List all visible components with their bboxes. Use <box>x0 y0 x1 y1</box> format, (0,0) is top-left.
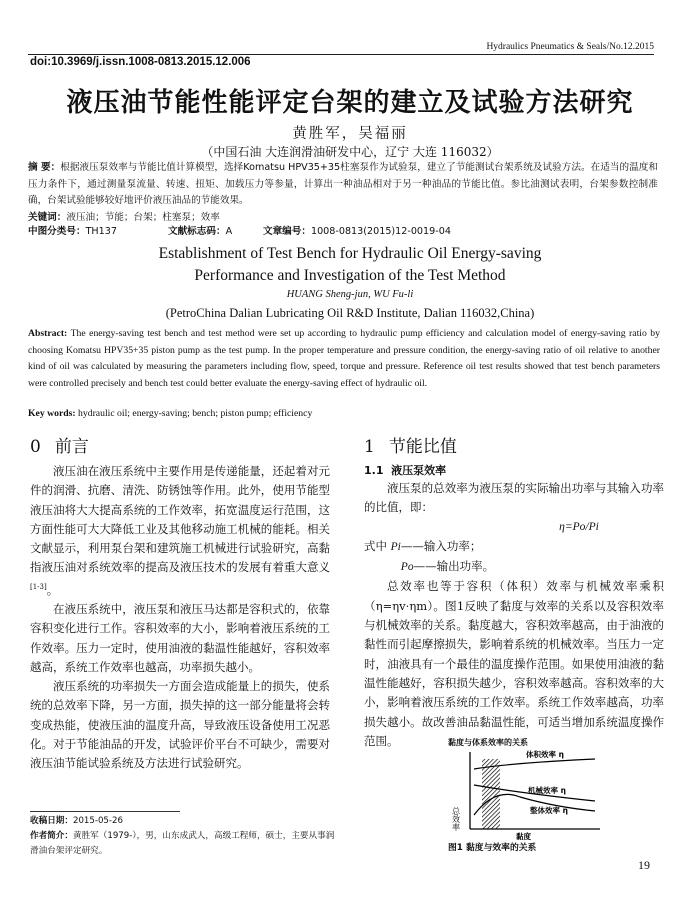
section-0-title: 前言 <box>54 437 89 457</box>
article-no-value: 1008-0813(2015)12-0019-04 <box>310 226 451 237</box>
author-bio-label: 作者简介： <box>30 831 73 841</box>
right-column <box>364 434 664 751</box>
page-number: 19 <box>638 858 650 872</box>
label-volume-efficiency: 体积效率 η <box>526 750 564 759</box>
cn-abstract-label: 摘 要： <box>28 162 61 173</box>
en-authors: HUANG Sheng-jun, WU Fu-li <box>286 289 414 300</box>
en-title-line2: Performance and Investigation of the Test Method <box>194 267 506 284</box>
class-label: 中图分类号： <box>28 226 86 237</box>
cn-affiliation: （中国石油 大连润滑油研发中心，辽宁 大连 116032） <box>201 145 499 159</box>
section-0-p1-text: 液压油在液压系统中主要作用是传递能量，还起着对元件的润滑、抗磨、清洗、防锈蚀等作用。此外，使用节能型液压油将大大提高系统的工作效率，拓宽温度运行范围，这方面性能可大大降低工业及其他移动施工机械的能耗。相关文献显示，利用泵台架和建筑施工机械进行试验研究，高黏指液压油对系统效率的提高及液压技术的发展有着重大意义 <box>30 464 330 575</box>
section-0-paragraph-3: 液压系统的功率损失一方面会造成能量上的损失，使系统的总效率下降，另一方面，损失掉的这一部分能量将会转变成热能，使液压油的温度升高，导致液压设备使用工况恶化。对于节能油品的开发，试验评价平台不可缺少，需要对液压油节能试验系统及方法进行试验研究。 <box>30 679 330 771</box>
subsection-number: 1.1 <box>364 464 384 477</box>
efficiency-formula: η=Po/Pi <box>559 520 599 533</box>
section-0-number: 0 <box>30 437 41 457</box>
figure-ylabel: 总效率 <box>451 807 461 831</box>
cn-abstract <box>28 160 658 210</box>
cn-keywords-label: 关键词： <box>28 212 67 223</box>
section-0-heading <box>30 434 330 460</box>
section-0-paragraph-1 <box>30 462 330 600</box>
cn-authors: 黄胜军，吴福丽 <box>292 126 408 142</box>
definition-prefix: 式中 <box>364 538 387 553</box>
doi: doi:10.3969/j.issn.1008-0813.2015.12.006 <box>30 56 251 68</box>
received-value: 2015-05-26 <box>72 816 123 826</box>
subsection-1-1-heading <box>364 462 664 479</box>
section-0-p1-end: 。 <box>46 582 59 597</box>
cn-keywords-text: 液压油；节能；台架；柱塞泵；效率 <box>66 212 220 223</box>
en-abstract-label: Abstract: <box>28 328 68 339</box>
en-keywords-label: Key words: <box>28 408 76 419</box>
section-1-paragraph-1: 液压泵的总效率为液压泵的实际输出功率与其输入功率的比值，即： <box>364 481 664 515</box>
figure-1-diagram <box>430 737 610 847</box>
cn-abstract-text: 根据液压泵效率与节能比值计算模型，选择Komatsu HPV35+35柱塞泵作为试验泵，建立了节能测试台架系统及试验方法。在适当的温度和压力条件下，通过测量泵流量、转速、扭矩、加载压力等参量，计算出一种油品相对于另一种油品的节能比值。参比油测试表明，台架参数控制准确，台架试验能够较好地评价液压油品的节能效果。 <box>28 162 659 206</box>
optimal-band <box>482 759 500 829</box>
definition-pi-text: ——输入功率； <box>400 538 482 553</box>
en-keywords-text: hydraulic oil; energy-saving; bench; piston pump; efficiency <box>75 408 313 419</box>
footnote-rule <box>30 811 180 812</box>
en-affiliation: (PetroChina Dalian Lubricating Oil R&D Institute, Dalian 116032,China) <box>165 306 535 320</box>
header-rule <box>28 54 654 55</box>
received-date <box>30 814 335 829</box>
doc-code-value: A <box>225 226 233 237</box>
doc-code-label: 文献标志码： <box>168 226 226 237</box>
en-abstract-text: The energy-saving test bench and test method were set up according to hydraulic pump efficiency and calculation model of energy-saving ratio by choosing Komatsu HPV35+35 piston pump as the test pump. In the proper temperature and pressure condition, the energy-saving ratio of oil relative to another kind of oil was calculated by measuring the parameters including flow, speed, torque and pressure. Reference oil test results showed that test bench parameters were controlled precisely and bench test could better evaluate the energy-saving effect of hydraulic oil. <box>28 328 660 389</box>
label-mechanical-efficiency: 机械效率 η <box>528 786 566 795</box>
section-1-title: 节能比值 <box>388 437 457 457</box>
definition-po <box>364 557 664 577</box>
section-0-paragraph-2: 在液压系统中，液压泵和液压马达都是容积式的，依靠容积变化进行工作。容积效率的大小，影响着液压系统的工作效率。压力一定时，使用油液的黏温性能越好，容积效率越高，系统工作效率也越高，功率损失越小。 <box>30 601 330 674</box>
en-abstract <box>28 326 660 392</box>
en-title <box>0 243 700 287</box>
left-column <box>30 434 330 774</box>
subsection-title: 液压泵效率 <box>391 464 447 477</box>
definition-po-symbol: Po <box>400 561 414 574</box>
en-keywords <box>28 408 660 419</box>
figure-title: 黏度与体系效率的关系 <box>448 738 528 747</box>
classification-line <box>28 224 658 240</box>
section-1-paragraph-2: 总效率也等于容积（体积）效率与机械效率乘积（η=ηv·ηm）。图1反映了黏度与效率的关系以及容积效率与机械效率的关系。黏度越大，容积效率越高，由于油液的黏性而引起摩擦损失，影响着系统的机械效率。当压力一定时，油液具有一个最佳的温度操作范围。如果使用油液的黏温性能越好，容积损失越少，容积效率越高。容积效率的大小，影响着液压系统的工作效率。系统工作效率越高，功率损失越小。故改善油品黏温性能，可适当增加系统温度操作范围。 <box>364 579 664 748</box>
section-1-heading <box>364 434 664 460</box>
en-title-line1: Establishment of Test Bench for Hydraulic Oil Energy-saving <box>158 245 542 262</box>
author-bio <box>30 829 335 859</box>
definition-po-text: ——输出功率。 <box>413 559 495 574</box>
section-1-number: 1 <box>364 437 375 457</box>
article-no-label: 文章编号： <box>263 226 311 237</box>
definition-pi-symbol: Pi <box>390 540 401 553</box>
figure-xlabel: 黏度 <box>516 832 531 841</box>
cn-title: 液压油节能性能评定台架的建立及试验方法研究 <box>66 88 634 118</box>
class-value: TH137 <box>85 226 117 237</box>
footnote <box>30 814 335 859</box>
label-total-efficiency: 整体效率 η <box>530 806 568 815</box>
journal-header: Hydraulics Pneumatics & Seals/No.12.2015 <box>486 42 654 52</box>
citation: [1-3] <box>30 582 47 591</box>
definition-pi <box>364 537 664 557</box>
figure-caption: 图1 黏度与效率的关系 <box>448 843 537 853</box>
received-label: 收稿日期： <box>30 816 73 826</box>
author-bio-text: 黄胜军（1979-），男，山东成武人，高级工程师，硕士，主要从事润滑油台架评定研究。 <box>30 831 335 856</box>
